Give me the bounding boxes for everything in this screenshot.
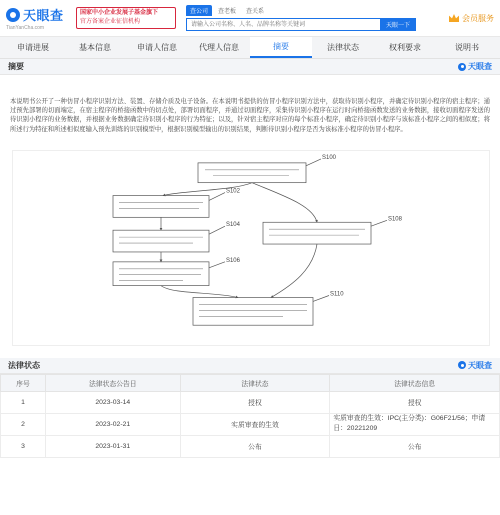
column-header-index: 序号	[1, 374, 46, 391]
crown-icon	[449, 14, 459, 22]
tab-applicant-info[interactable]: 申请人信息	[137, 43, 177, 52]
abstract-section-header	[0, 59, 500, 75]
search-button[interactable]: 天眼一下	[380, 18, 416, 31]
certification-banner	[76, 7, 176, 29]
flow-arrow	[161, 285, 238, 297]
table-row	[1, 413, 500, 435]
table-row	[1, 391, 500, 413]
search-tabs	[186, 5, 416, 16]
column-header-info: 法律状态信息	[330, 374, 500, 391]
cell-date: 2023-02-21	[45, 413, 180, 435]
logo-eye-icon	[6, 8, 20, 22]
cell-info: 实质审查的生效：IPC(主分类)：G06F21/56；申请日：20221209	[330, 413, 500, 435]
cell-date: 2023-03-14	[45, 391, 180, 413]
tab-abstract[interactable]: 摘要	[250, 37, 312, 58]
legal-status-table	[0, 374, 500, 458]
table-row	[1, 435, 500, 457]
legal-status-title: 法律状态	[8, 360, 40, 370]
member-label: 会员服务	[462, 13, 494, 23]
cell-index: 2	[1, 413, 46, 435]
tab-specification[interactable]: 说明书	[455, 43, 479, 52]
table-header-row	[1, 374, 500, 391]
search-tab-relation[interactable]: 查关系	[246, 9, 265, 15]
banner-line-2: 官方备案企业征信机构	[80, 19, 141, 25]
site-logo[interactable]	[6, 5, 76, 31]
cell-info: 授权	[330, 391, 500, 413]
tab-application-progress[interactable]: 申请进展	[17, 43, 49, 52]
column-header-date: 法律状态公告日	[45, 374, 180, 391]
search-tab-boss[interactable]: 查老板	[218, 9, 237, 15]
banner-line-1: 国家中小企业发展子基金旗下	[80, 10, 159, 16]
logo-subtitle: TianYanCha.com	[6, 25, 45, 31]
site-header	[0, 0, 500, 37]
tab-agent-info[interactable]: 代理人信息	[199, 43, 239, 52]
cell-status: 实质审查的生效	[180, 413, 330, 435]
search-row	[186, 18, 416, 31]
tab-basic-info[interactable]: 基本信息	[79, 43, 111, 52]
patent-nav	[0, 37, 500, 59]
flow-label-s100: S100	[322, 154, 336, 161]
flow-step-s102	[113, 195, 209, 217]
cell-date: 2023-01-31	[45, 435, 180, 457]
flow-label-s104: S104	[226, 222, 240, 229]
watermark-text: 天眼查	[468, 360, 492, 370]
cell-info: 公布	[330, 435, 500, 457]
flow-arrow	[252, 182, 317, 222]
flow-step-s100	[198, 163, 306, 183]
flow-step-s110	[193, 297, 313, 325]
column-header-status: 法律状态	[180, 374, 330, 391]
search-tab-company[interactable]: 查公司	[186, 5, 212, 16]
tianyancha-watermark	[458, 61, 492, 72]
logo-eye-icon	[458, 63, 466, 71]
cell-index: 3	[1, 435, 46, 457]
logo-text: 天眼查	[23, 8, 64, 23]
cell-index: 1	[1, 391, 46, 413]
member-service-link[interactable]	[449, 13, 494, 24]
tab-legal-status[interactable]: 法律状态	[327, 43, 359, 52]
flow-label-s110: S110	[330, 291, 344, 298]
watermark-text: 天眼查	[468, 62, 492, 71]
flow-step-s104	[113, 230, 209, 252]
tab-claims[interactable]: 权利要求	[389, 43, 421, 52]
abstract-title: 摘要	[8, 62, 24, 71]
cell-status: 授权	[180, 391, 330, 413]
logo-eye-icon	[458, 361, 466, 369]
search-area	[186, 5, 416, 31]
flow-label-s102: S102	[226, 188, 240, 195]
search-input[interactable]	[186, 18, 380, 31]
abstract-drawing	[12, 150, 490, 346]
abstract-text: 本说明书公开了一种仿冒小程序识别方法、装置、存储介质及电子设备。在本说明书提供的仿冒小程序识别方法中，获取待识别小程序，并确定待识别小程序的宿主程序；通过预先部署的切面端定，在宿主程序的桥接函数中的切点处，部署切面程序，并通过切面程序，采集待识别小程序在运行时向桥接函数发送的业务数据，接收切面程序发送的待识别小程序的业务数据，并根据业务数据确定待识别小程序的行为特征；以及，针对宿主程序对应的每个标准小程序，确定待识别小程序与该标准小程序之间的相似度；将所述行为特征和所述相似度输入预先训练的识别模型中，根据识别模型输出的识别结果，判断待识别小程序是否为该标准小程序的仿冒小程序。	[10, 98, 490, 133]
flow-arrow	[271, 244, 317, 297]
legal-status-section-header	[0, 358, 500, 374]
flowchart-svg	[13, 151, 489, 345]
flow-label-s106: S106	[226, 257, 240, 264]
flow-step-s106	[113, 262, 209, 286]
tianyancha-watermark	[458, 360, 492, 371]
cell-status: 公布	[180, 435, 330, 457]
flow-step-s108	[263, 222, 371, 244]
flow-label-s108: S108	[388, 216, 402, 223]
